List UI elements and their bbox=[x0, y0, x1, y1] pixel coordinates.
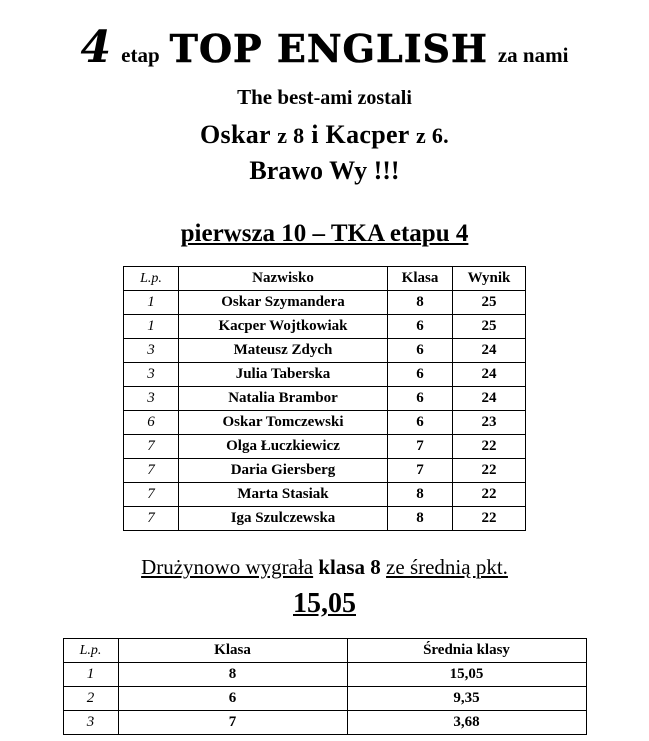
table-row bbox=[124, 483, 526, 507]
cell-klasa: 6 bbox=[388, 363, 453, 387]
cell-lp: 6 bbox=[124, 411, 179, 435]
table-row bbox=[63, 663, 586, 687]
cell-klasa: 7 bbox=[118, 711, 347, 735]
cell-srednia: 15,05 bbox=[347, 663, 586, 687]
cell-wynik: 23 bbox=[453, 411, 526, 435]
class-table-body bbox=[63, 663, 586, 735]
title-suffix: za nami bbox=[497, 43, 569, 67]
cell-klasa: 8 bbox=[118, 663, 347, 687]
cell-wynik: 22 bbox=[453, 507, 526, 531]
table-row bbox=[63, 687, 586, 711]
document-header bbox=[0, 0, 649, 71]
cell-lp: 1 bbox=[124, 291, 179, 315]
header-cell-lp: L.p. bbox=[124, 267, 179, 291]
cell-name: Olga Łuczkiewicz bbox=[179, 435, 388, 459]
table-header-row bbox=[124, 267, 526, 291]
winner-1-class: z 8 bbox=[277, 123, 305, 148]
table-row bbox=[63, 711, 586, 735]
cell-klasa: 6 bbox=[388, 387, 453, 411]
cell-name: Oskar Tomczewski bbox=[179, 411, 388, 435]
cell-klasa: 7 bbox=[388, 435, 453, 459]
etap-label: etap bbox=[121, 43, 160, 67]
cell-klasa: 6 bbox=[118, 687, 347, 711]
winner-1-name: Oskar bbox=[200, 120, 271, 149]
header-cell-klasa: Klasa bbox=[118, 639, 347, 663]
team-line-class: klasa 8 bbox=[318, 555, 381, 579]
cell-name: Oskar Szymandera bbox=[179, 291, 388, 315]
cell-lp: 3 bbox=[124, 339, 179, 363]
cell-wynik: 22 bbox=[453, 435, 526, 459]
cell-srednia: 3,68 bbox=[347, 711, 586, 735]
cell-lp: 1 bbox=[63, 663, 118, 687]
top-ten-table bbox=[123, 266, 526, 531]
team-result-line bbox=[0, 555, 649, 580]
table-row bbox=[124, 387, 526, 411]
cell-name: Kacper Wojtkowiak bbox=[179, 315, 388, 339]
event-title: TOP ENGLISH bbox=[169, 26, 488, 71]
top-table-wrap bbox=[0, 266, 649, 531]
header-cell-srednia: Średnia klasy bbox=[347, 639, 586, 663]
winners-line bbox=[0, 120, 649, 150]
cell-lp: 3 bbox=[124, 387, 179, 411]
etap-number: 4 bbox=[80, 22, 112, 73]
class-average-table bbox=[63, 638, 587, 735]
table-row bbox=[124, 411, 526, 435]
section-heading: pierwsza 10 – TKA etapu 4 bbox=[180, 220, 469, 247]
cell-lp: 7 bbox=[124, 435, 179, 459]
table-row bbox=[124, 507, 526, 531]
subtitle-rest: -ami zostali bbox=[313, 87, 412, 109]
cell-lp: 1 bbox=[124, 315, 179, 339]
subtitle-bold: The best bbox=[237, 85, 314, 109]
cell-lp: 3 bbox=[63, 711, 118, 735]
cell-lp: 7 bbox=[124, 459, 179, 483]
table-row bbox=[124, 435, 526, 459]
cell-name: Daria Giersberg bbox=[179, 459, 388, 483]
cell-klasa: 8 bbox=[388, 507, 453, 531]
cell-wynik: 24 bbox=[453, 339, 526, 363]
subtitle-line bbox=[0, 85, 649, 110]
cell-wynik: 22 bbox=[453, 483, 526, 507]
cell-wynik: 24 bbox=[453, 387, 526, 411]
header-cell-name: Nazwisko bbox=[179, 267, 388, 291]
winner-join: i bbox=[311, 120, 319, 149]
cell-klasa: 6 bbox=[388, 411, 453, 435]
cell-name: Natalia Brambor bbox=[179, 387, 388, 411]
cell-lp: 2 bbox=[63, 687, 118, 711]
cell-wynik: 25 bbox=[453, 291, 526, 315]
cell-klasa: 8 bbox=[388, 291, 453, 315]
winner-2-name: Kacper bbox=[325, 120, 410, 149]
header-cell-klasa: Klasa bbox=[388, 267, 453, 291]
cell-wynik: 24 bbox=[453, 363, 526, 387]
table-row bbox=[124, 339, 526, 363]
cell-lp: 3 bbox=[124, 363, 179, 387]
winner-2-class: z 6. bbox=[416, 123, 449, 148]
cell-klasa: 7 bbox=[388, 459, 453, 483]
cell-name: Marta Stasiak bbox=[179, 483, 388, 507]
table-row bbox=[124, 459, 526, 483]
table-row bbox=[124, 291, 526, 315]
team-line-suffix: ze średnią pkt. bbox=[386, 555, 508, 579]
header-cell-lp: L.p. bbox=[63, 639, 118, 663]
cheer-line: Brawo Wy !!! bbox=[249, 156, 400, 185]
header-cell-wynik: Wynik bbox=[453, 267, 526, 291]
team-line-prefix: Drużynowo wygrała bbox=[141, 555, 314, 579]
table-row bbox=[124, 363, 526, 387]
header-title-line bbox=[0, 22, 649, 73]
cell-klasa: 8 bbox=[388, 483, 453, 507]
cell-klasa: 6 bbox=[388, 315, 453, 339]
cell-wynik: 22 bbox=[453, 459, 526, 483]
table-row bbox=[124, 315, 526, 339]
cell-name: Julia Taberska bbox=[179, 363, 388, 387]
cell-klasa: 6 bbox=[388, 339, 453, 363]
cell-name: Mateusz Zdych bbox=[179, 339, 388, 363]
cell-lp: 7 bbox=[124, 507, 179, 531]
cell-wynik: 25 bbox=[453, 315, 526, 339]
cell-lp: 7 bbox=[124, 483, 179, 507]
table-header-row bbox=[63, 639, 586, 663]
team-average-score: 15,05 bbox=[293, 588, 356, 619]
cell-srednia: 9,35 bbox=[347, 687, 586, 711]
top-table-body bbox=[124, 291, 526, 531]
cell-name: Iga Szulczewska bbox=[179, 507, 388, 531]
class-table-wrap bbox=[0, 638, 649, 735]
